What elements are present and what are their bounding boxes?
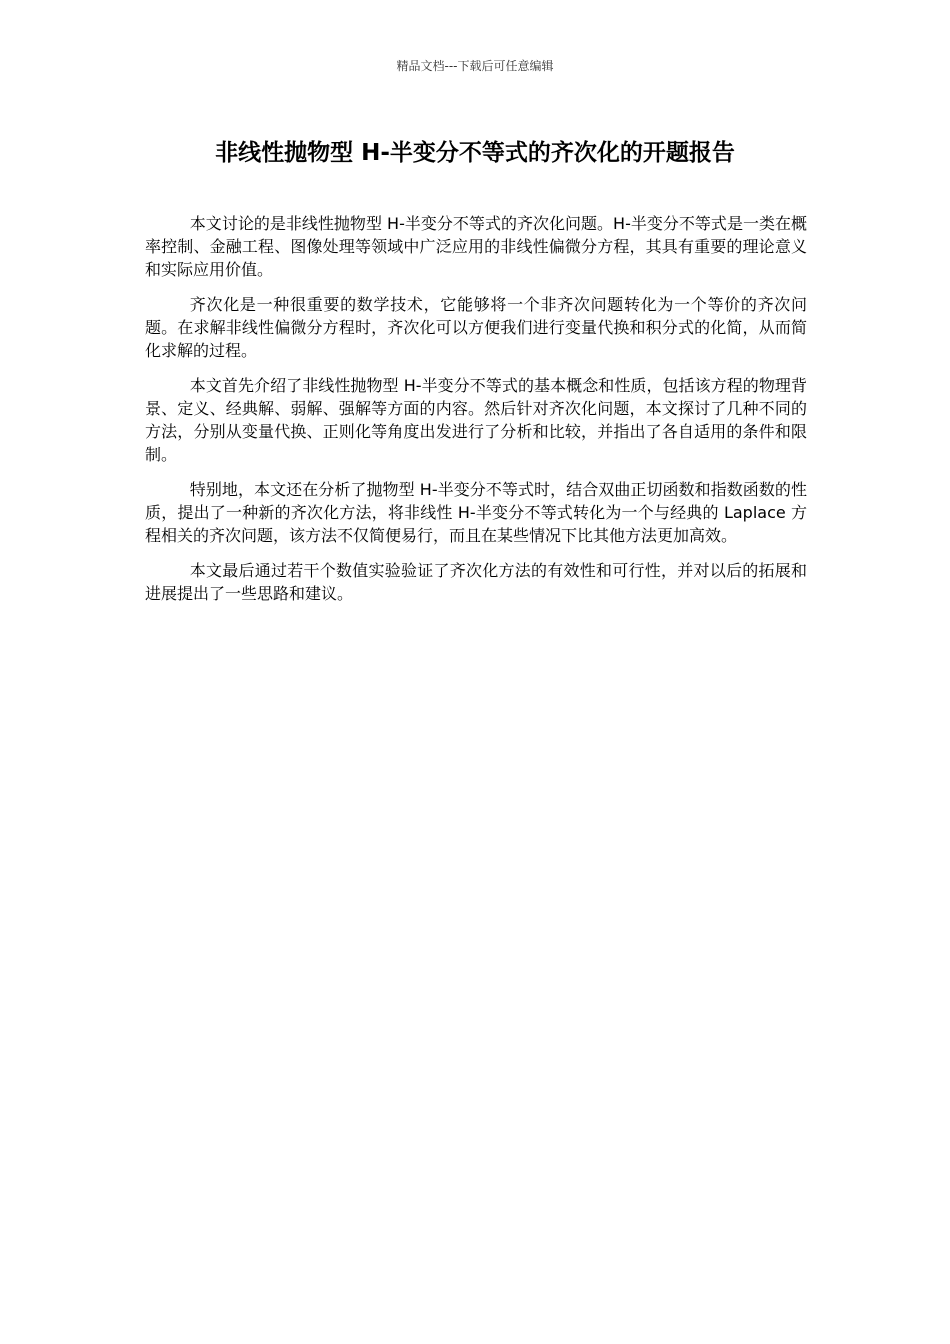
header-note: 精品文档---下载后可任意编辑 — [396, 59, 554, 73]
paragraph-2: 齐次化是一种很重要的数学技术，它能够将一个非齐次问题转化为一个等价的齐次问题。在求解非线性偏微分方程时，齐次化可以方便我们进行变量代换和积分式的化简，从而简化求解的过程。 — [145, 295, 807, 360]
paragraph-5: 本文最后通过若干个数值实验验证了齐次化方法的有效性和可行性，并对以后的拓展和进展提出了一些思路和建议。 — [145, 561, 807, 603]
document-title: 非线性抛物型 H-半变分不等式的齐次化的开题报告 — [215, 140, 735, 166]
document-body — [145, 212, 807, 617]
paragraph-1: 本文讨论的是非线性抛物型 H-半变分不等式的齐次化问题。H-半变分不等式是一类在概率控制、金融工程、图像处理等领域中广泛应用的非线性偏微分方程，其具有重要的理论意义和实际应用价值。 — [145, 214, 807, 279]
paragraph-3: 本文首先介绍了非线性抛物型 H-半变分不等式的基本概念和性质，包括该方程的物理背景、定义、经典解、弱解、强解等方面的内容。然后针对齐次化问题，本文探讨了几种不同的方法，分别从变量代换、正则化等角度出发进行了分析和比较，并指出了各自适用的条件和限制。 — [145, 376, 807, 464]
paragraph-4: 特别地，本文还在分析了抛物型 H-半变分不等式时，结合双曲正切函数和指数函数的性质，提出了一种新的齐次化方法，将非线性 H-半变分不等式转化为一个与经典的 Laplace 方程相关的齐次问题，该方法不仅简便易行，而且在某些情况下比其他方法更加高效。 — [145, 480, 807, 545]
